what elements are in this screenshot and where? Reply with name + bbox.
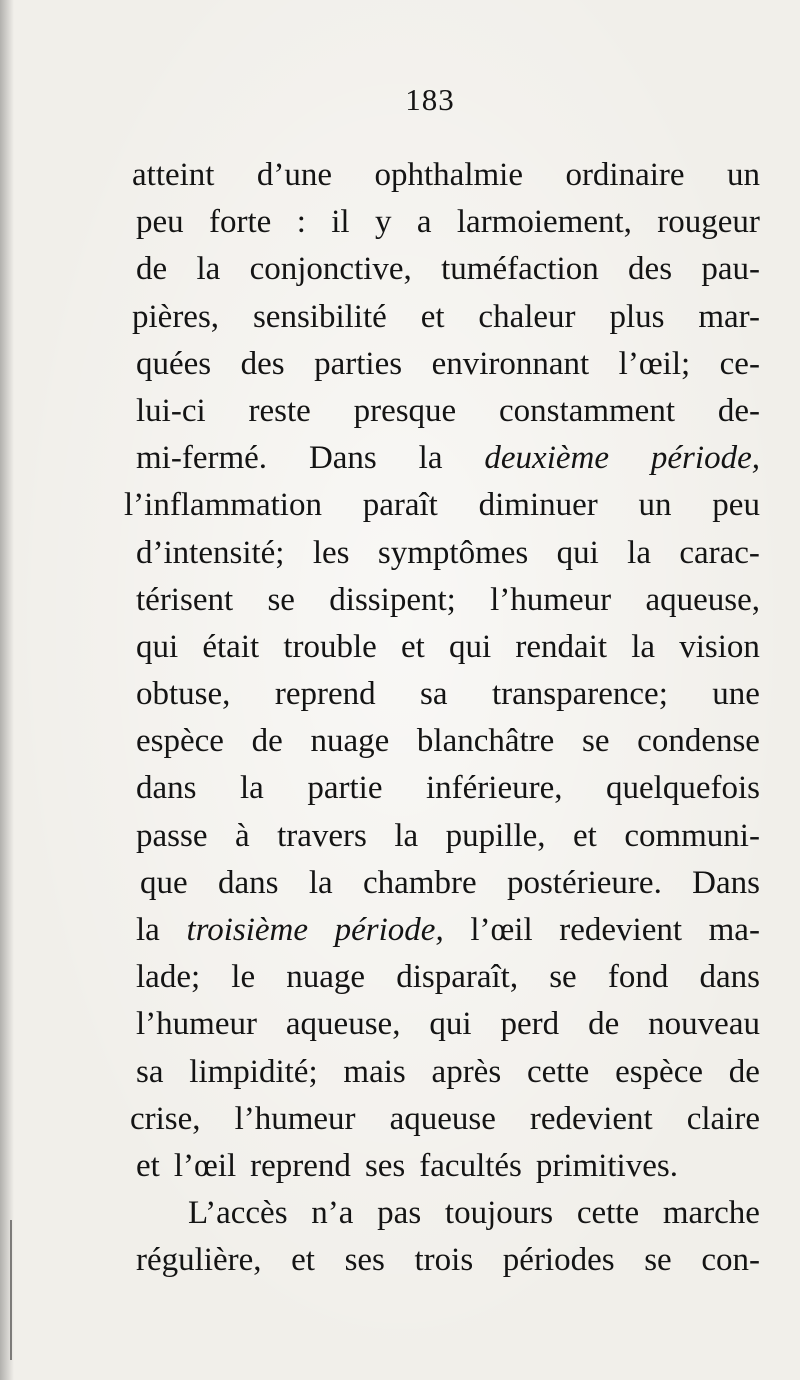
word: des (240, 345, 285, 382)
text-line (132, 152, 760, 199)
word: pas (377, 1195, 422, 1232)
word: lui-ci (136, 392, 206, 429)
text-line (136, 1049, 760, 1096)
word: des (628, 251, 673, 288)
word: blanchâtre (416, 723, 555, 760)
text-line (136, 907, 760, 954)
word: paraît (362, 487, 438, 524)
word: aqueuse (389, 1100, 496, 1137)
word: nuage (310, 723, 390, 760)
word: de (588, 1006, 620, 1043)
text-line (136, 246, 760, 293)
word: transparence; (491, 676, 668, 713)
word: ophthalmie (374, 157, 523, 193)
word: l’œil (470, 912, 533, 948)
word: période, (650, 440, 760, 477)
word: Dans (692, 864, 760, 901)
word: un (727, 157, 760, 193)
word: conjonctive, (249, 251, 412, 288)
word: aqueuse, (285, 1006, 401, 1043)
word: peu (136, 204, 184, 241)
word: mar- (698, 298, 760, 335)
word: quelquefois (606, 770, 760, 807)
word: se (582, 723, 610, 760)
word: condense (637, 723, 760, 760)
word: troisième (186, 912, 309, 948)
text-line (132, 294, 760, 341)
word: dans (136, 770, 197, 807)
word: l’œil (173, 1147, 237, 1184)
word: et (136, 1147, 160, 1184)
word: dans (699, 959, 760, 996)
word: espèce (136, 723, 224, 760)
word: crise, (130, 1100, 201, 1137)
word: que (140, 864, 188, 901)
word: passe (136, 817, 208, 854)
text-line (136, 671, 760, 718)
word: une (712, 676, 760, 713)
word: constamment (499, 392, 675, 429)
word: ce- (719, 345, 760, 382)
word: parties (314, 345, 403, 382)
text-line (136, 435, 760, 482)
word: la (240, 770, 264, 807)
word: atteint (132, 157, 215, 193)
word: sa (136, 1053, 164, 1090)
word: térisent (136, 581, 234, 618)
word: l’humeur (136, 1006, 257, 1043)
word: facultés (419, 1147, 522, 1184)
text-line (136, 1143, 760, 1190)
word: d’intensité; (136, 534, 285, 571)
word: de (136, 251, 168, 288)
word: : (296, 204, 306, 241)
word: inférieure, (426, 770, 563, 807)
word: espèce (615, 1053, 703, 1090)
word: vision (679, 628, 760, 665)
word: l’inflammation (124, 487, 322, 524)
word: presque (353, 392, 457, 429)
word: il (331, 204, 350, 241)
word: ses (364, 1147, 406, 1184)
word: toujours (444, 1195, 554, 1232)
word: le (231, 959, 256, 996)
word: forte (209, 204, 272, 241)
word: claire (686, 1100, 760, 1137)
word: rougeur (657, 204, 760, 241)
word: tuméfaction (441, 251, 599, 288)
word: la (627, 534, 651, 571)
word: pières, (132, 298, 220, 335)
text-line (136, 813, 760, 860)
word: redevient (529, 1100, 653, 1137)
word: larmoiement, (456, 204, 632, 241)
word: perd (500, 1006, 560, 1043)
text-line (136, 341, 760, 388)
word: Dans (308, 440, 377, 477)
word: con- (701, 1242, 760, 1279)
text-line (140, 860, 760, 907)
word: diminuer (478, 487, 598, 524)
word: mais (343, 1053, 406, 1090)
word: pau- (701, 251, 760, 288)
word: L’accès (188, 1195, 288, 1232)
word: l’humeur (234, 1100, 356, 1137)
word: reprend (274, 676, 376, 713)
word: à (234, 817, 250, 854)
word: les (312, 534, 350, 571)
word: l’œil; (618, 345, 691, 382)
word: la (418, 440, 443, 477)
word: la (196, 251, 221, 288)
word: peu (712, 487, 760, 524)
word: après (431, 1053, 502, 1090)
text-line (136, 199, 760, 246)
word: se (549, 959, 577, 996)
word: l’humeur (490, 581, 612, 618)
word: deuxième (484, 440, 609, 477)
word: reste (248, 392, 311, 429)
word: primitives. (535, 1147, 678, 1184)
word: mi-fermé. (136, 440, 268, 477)
page-number: 183 (405, 82, 455, 117)
word: qui (449, 628, 492, 665)
word: d’une (256, 157, 333, 193)
body-text (124, 152, 760, 1285)
text-line (136, 624, 760, 671)
word: pupille, (445, 817, 546, 854)
word: la (394, 817, 419, 854)
word: postérieure. (506, 864, 662, 901)
word: un (638, 487, 672, 524)
word: se (267, 581, 295, 618)
text-line (136, 388, 760, 435)
word: dissipent; (329, 581, 456, 618)
word: communi- (624, 817, 760, 854)
word: sensibilité (252, 298, 387, 335)
word: régulière, (136, 1242, 262, 1279)
text-line (124, 482, 760, 529)
word: se (644, 1242, 672, 1279)
word: fond (607, 959, 669, 996)
word: de (251, 723, 283, 760)
word: la (631, 628, 656, 665)
page-edge-shadow (0, 0, 14, 1380)
word: limpidité; (189, 1053, 318, 1090)
word: qui (136, 628, 179, 665)
word: symptômes (377, 534, 529, 571)
word: et (291, 1242, 315, 1279)
word: et (573, 817, 597, 854)
text-line (130, 1096, 760, 1143)
word: de- (717, 392, 760, 429)
text-line (136, 1001, 760, 1048)
word: travers (277, 817, 367, 854)
word: cette (526, 1053, 590, 1090)
text-line (136, 1190, 760, 1237)
text-line (136, 954, 760, 1001)
word: sa (420, 676, 448, 713)
word: cette (576, 1195, 640, 1232)
word: aqueuse, (645, 581, 760, 618)
word: reprend (250, 1147, 351, 1184)
word: était (202, 628, 260, 665)
word: nouveau (648, 1006, 760, 1043)
word: chaleur (478, 298, 576, 335)
text-line (136, 718, 760, 765)
word: qui (556, 534, 599, 571)
word: trois (414, 1242, 474, 1279)
word: quées (136, 345, 212, 382)
word: a (416, 204, 432, 241)
word: qui (429, 1006, 472, 1043)
text-line (136, 1237, 760, 1284)
word: ses (344, 1242, 385, 1279)
word: disparaît, (396, 959, 519, 996)
word: et (401, 628, 425, 665)
word: plus (609, 298, 665, 335)
word: obtuse, (136, 676, 231, 713)
text-line (136, 530, 760, 577)
word: environnant (431, 345, 590, 382)
word: n’a (311, 1195, 354, 1232)
word: redevient (559, 912, 683, 948)
word: trouble (283, 628, 377, 665)
word: y (374, 204, 392, 241)
word: la (136, 912, 160, 948)
word: ordinaire (565, 157, 685, 193)
word: périodes (502, 1242, 615, 1279)
word: ma- (708, 912, 760, 948)
word: nuage (286, 959, 366, 996)
word: marche (662, 1195, 760, 1232)
text-line (136, 765, 760, 812)
word: la (308, 864, 333, 901)
word: carac- (679, 534, 760, 571)
word: lade; (136, 959, 201, 996)
word: chambre (363, 864, 477, 901)
text-line (136, 577, 760, 624)
word: rendait (515, 628, 608, 665)
word: partie (307, 770, 383, 807)
word: de (728, 1053, 760, 1090)
gutter-mark (10, 1220, 12, 1360)
word: période, (334, 912, 444, 948)
word: dans (218, 864, 279, 901)
word: et (420, 298, 445, 335)
